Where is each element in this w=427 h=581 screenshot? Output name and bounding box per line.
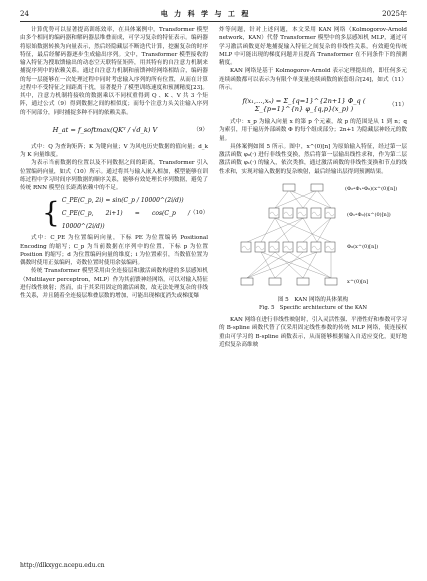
paragraph: KAN 网络是基于 Kolmogorov-Arnold 表示定理提出的，即任何多元连续函数都可以表示为有限个单变量连续函数的嵌套组合[24]，如式（11）所示。 [219,68,407,91]
figure-5 [227,182,407,297]
figure-caption-en: Fig. 5 Specific architecture of the KAN [258,304,368,311]
right-column [219,26,407,349]
equation-line: C_PE(C_p, 2i) = sin(C_p / 10000^(2i/d)) [61,196,184,204]
paragraph: KAN 网络在进行非线性映射时，引入灵活性强、平滑性好和参数可学习的 B-spline 函数代替了仅采用固定线性参数的传统 MLP 网络，使连接权重由可学习的 B-spline 函数表示，从而能够根据输入自适应变化，更好地近似复杂高维映 [219,317,407,348]
equation-number: （10） [190,210,209,217]
header-rule [20,21,407,22]
equation-line: C_PE(C_p, 2i+1) = cos(C_p / 10000^(2i/d)) [61,209,190,230]
paragraph: 传统 Transformer 模型采用由全连接层和激活函数构建的多层感知机（Multilayer perceptron，MLP）作为其前馈神经网络，可以对输入特征进行线性映射；然而，由于其采用固定的激活函数，故无法处理复杂的非线性关系，并且随着全连接层堆叠层数的增加，可能出现梯度消失或梯度爆 [20,268,208,299]
paragraph: 计算优势可以显著提高训练效率，在具体案例中，Transformer 模型由多个相同的编码器和解码器层堆叠而成，可学习复杂的特征表示。编码器将原始数据转换为向量表示，然后经隐藏层不断迭代计算，挖掘复杂的时序特征，最后经解码器逐步生成输出序列。文中，Transformer 模型接收的输入特征为搜取馈输出的动态空天联特征矩阵，用其特有的自注意力机制来捕捉序列中的依赖关系。通过自注意力机制和前馈神经网络相结合，编码器的每一层能够在一次处理过程中同时考虑输入序列的所有位置，从而在计算过程中不受特征之间距离干扰，显著提升了模型训练速度和预测精度[23]。其中，注意力机制将接收的数据乘以不同权重得到 Q 、K 、V 共 3 个矩阵，通过公式（9）得到数据之间的相似度；而每个注意力头关注输入序列的不同部分，同时捕捉多种不同的依赖关系。 [20,27,208,116]
page-number: 24 [20,10,29,18]
journal-title: 电 力 科 学 与 工 程 [160,9,251,18]
figure-caption-cn: 图 5 KAN 网络的具体架构 [277,297,349,303]
kan-architecture-diagram [227,182,405,294]
equation-9 [20,119,208,141]
equation-number: （11） [389,101,408,108]
equation-body: H_at = f_softmax(QKᵀ / √d_k) V [52,125,158,134]
equation-number: （9） [193,126,208,133]
issue-year: 2025年 [382,10,407,18]
footer-url[interactable]: http://dlkxygc.ncepu.edu.cn [20,562,105,569]
paragraph: 式中：x_p 为输入向量 x 的第 p 个元素，故 p 的范围是从 1 到 n；q 为索引，用于遍历外部函数 Φ 的每个组成部分；2n+1 为隐藏层神经元的数量。 [219,119,407,142]
paragraph: 式中：C_PE 为位置编码向量，下标 PE 为位置编码 Positional Encoding 的缩写；C_p 为当前数据在序列中的位置，下标 p 为位置 Position 的缩写；d 为位置编码向量的维度；i 为位置索引，当数值位置为偶数时使用正弦编码，奇数位置时使用余弦编码。 [20,235,208,266]
equation-11 [219,94,407,116]
running-header [20,8,407,20]
paragraph: 式中：Q 为查询矩阵；K 为键向量；V 为风电历史数据的值向量；d_k 为 K 向量维度。 [20,143,208,158]
paragraph: 炸等问题，针对上述问题，本文采用 KAN 网络（Kolmogorov-Arnold network，KAN）代替 Transformer 模型中的多层感知机 MLP，通过可学习激活函数更好地捕捉输入特征之间复杂的非线性关系，有效避免传统 MLP 中可能出现的梯度问题并且提高 Transformer 在不同条件下的预测精度。 [219,27,407,66]
left-brace: { [42,196,60,230]
equation-10 [20,196,208,230]
layer2-label: (Φ₁∘Φ₀)(x^(0)[n]) [347,211,391,218]
equation-body: f(x₁,…,xₙ) = Σ_{q=1}^{2n+1} Φ_q ( Σ_{p=1}^{n} φ_{q,p}(x_p) ) [242,96,366,113]
layer1-label: Φ₀(x^(0)[n]) [347,243,379,250]
paragraph: 为表示当前数据的位置以及不同数据之间的距离，Transformer 引入位置编码向量，如式（10）所示。通过将其与输入嵌入相加，模型能够在训练过程中学习时间序列数据的顺序关系，能够有效处理长序列数据，避免了传统 RNN 模型在长距离依赖中的不足。 [20,160,208,191]
output-label: (Φ₂∘Φ₁∘Φ₀)(x^(0)[n]) [345,185,398,192]
paragraph: 具体案例如图 5 所示。图中，x^(0)[n] 为原始输入特征，经过第一层激活函数 φ₀(·) 进行非线性变换，然后将第一层输出线性求和，作为第二层激活函数 φ₁(·) 的输入，依次类推，通过激活函数的非线性变换和节点的线性求和，实现对输入数据的复杂映射，最后经输出层得到预测结果。 [219,143,407,175]
input-label: x^(0)[n] [347,278,369,285]
left-column [20,26,208,300]
